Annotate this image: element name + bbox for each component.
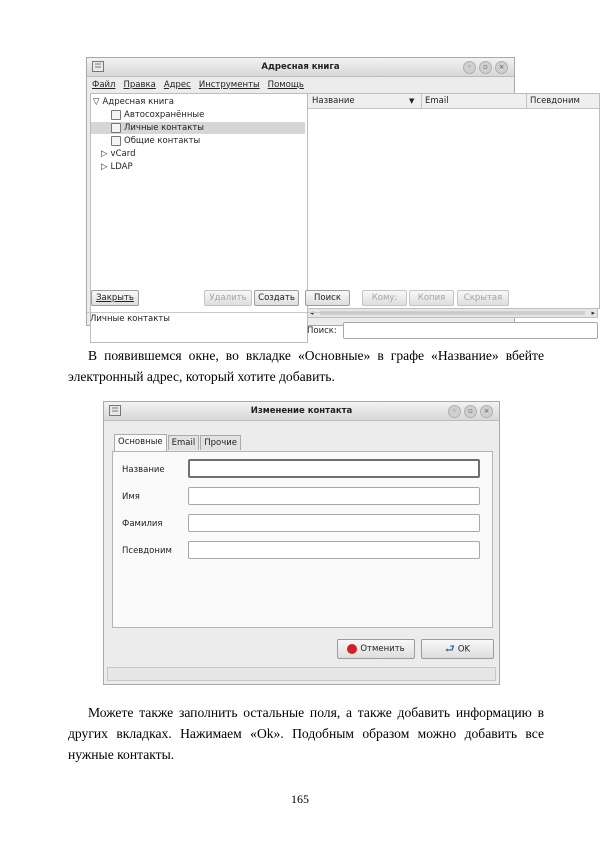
paragraph-1: В появившемся окне, во вкладке «Основные» в графе «Название» вбейте электронный адрес, который хотите добавить.	[68, 348, 544, 384]
edit-contact-title: Изменение контакта	[250, 406, 353, 416]
expand-icon[interactable]: ▷	[101, 149, 108, 159]
contacts-list-header	[308, 94, 599, 109]
tree-item-shared-contacts[interactable]	[111, 135, 200, 147]
minimize-icon[interactable]: ◦	[463, 61, 476, 74]
nickname-field[interactable]	[188, 541, 480, 559]
cancel-button[interactable]	[337, 639, 415, 659]
column-email[interactable]: Email	[425, 96, 449, 106]
ok-label: OK	[457, 644, 471, 655]
menubar	[87, 77, 514, 92]
search-label: Поиск:	[307, 326, 337, 336]
book-icon	[111, 136, 121, 146]
tree-item-address-book[interactable]	[93, 96, 174, 108]
tree-item-label: Общие контакты	[124, 136, 201, 146]
tree-item-autosaved[interactable]	[111, 109, 204, 121]
address-book-title: Адресная книга	[261, 62, 340, 72]
contact-tabs	[114, 435, 242, 451]
copy-button[interactable]: Копия	[409, 290, 454, 306]
expand-icon[interactable]: ▽	[93, 97, 100, 107]
contacts-list[interactable]	[307, 93, 600, 309]
tree-item-ldap[interactable]	[101, 161, 133, 173]
field-label-name: Название	[122, 465, 165, 475]
tree-item-label: LDAP	[110, 162, 133, 172]
status-bar: Личные контакты	[87, 312, 514, 325]
book-icon	[111, 110, 121, 120]
field-label-nickname: Псевдоним	[122, 546, 172, 556]
name-field[interactable]	[188, 459, 480, 478]
cancel-icon	[347, 644, 357, 654]
close-icon[interactable]: ×	[480, 405, 493, 418]
column-name[interactable]: Название	[312, 96, 355, 106]
create-button[interactable]: Создать	[254, 290, 299, 306]
bcc-button[interactable]: Скрытая	[457, 290, 509, 306]
tab-email[interactable]: Email	[168, 435, 200, 450]
maximize-icon[interactable]: ▫	[464, 405, 477, 418]
close-button[interactable]: Закрыть	[91, 290, 139, 306]
tree-item-personal-contacts[interactable]	[91, 122, 305, 134]
tree-item-label: Адресная книга	[102, 97, 175, 107]
minimize-icon[interactable]: ◦	[448, 405, 461, 418]
delete-button[interactable]: Удалить	[204, 290, 252, 306]
edit-contact-window	[103, 401, 500, 685]
ok-icon: ⮐	[444, 642, 455, 655]
menu-help[interactable]: Помощь	[267, 79, 304, 90]
tree-item-label: Автосохранённые	[124, 110, 205, 120]
to-button[interactable]: Кому:	[362, 290, 407, 306]
menu-edit[interactable]: Правка	[123, 79, 156, 90]
address-book-window	[86, 57, 595, 336]
page-number: 165	[291, 792, 309, 806]
ok-button[interactable]	[421, 639, 494, 659]
tab-other[interactable]: Прочие	[200, 435, 241, 450]
tab-main[interactable]: Основные	[114, 434, 167, 451]
column-nickname[interactable]: Псевдоним	[530, 96, 580, 106]
edit-contact-titlebar	[104, 402, 499, 421]
field-label-first-name: Имя	[122, 492, 140, 502]
tree-item-label: Личные контакты	[124, 123, 204, 133]
tree-item-label: vCard	[110, 149, 136, 159]
first-name-field[interactable]	[188, 487, 480, 505]
menu-file[interactable]: Файл	[92, 79, 116, 90]
edit-contact-status-bar	[107, 667, 496, 681]
cancel-label: Отменить	[360, 644, 405, 654]
paragraph-2: Можете также заполнить остальные поля, а также добавить информацию в других вкладках. Нажимаем «Ok». Подобным образом можно добавить все нужные контакты.	[68, 705, 544, 762]
scroll-left-icon[interactable]: ◂	[310, 309, 314, 317]
maximize-icon[interactable]: ▫	[479, 61, 492, 74]
tree-item-vcard[interactable]	[101, 148, 135, 160]
last-name-field[interactable]	[188, 514, 480, 532]
menu-tools[interactable]: Инструменты	[198, 79, 260, 90]
book-icon	[111, 123, 121, 133]
field-label-last-name: Фамилия	[122, 519, 163, 529]
scroll-right-icon[interactable]: ▸	[591, 309, 595, 317]
search-button[interactable]: Поиск	[305, 290, 350, 306]
expand-icon[interactable]: ▷	[101, 162, 108, 172]
menu-address[interactable]: Адрес	[163, 79, 191, 90]
tab-main-panel	[112, 451, 493, 628]
address-book-titlebar	[87, 58, 514, 77]
sort-down-icon[interactable]: ▼	[409, 97, 415, 105]
close-icon[interactable]: ×	[495, 61, 508, 74]
